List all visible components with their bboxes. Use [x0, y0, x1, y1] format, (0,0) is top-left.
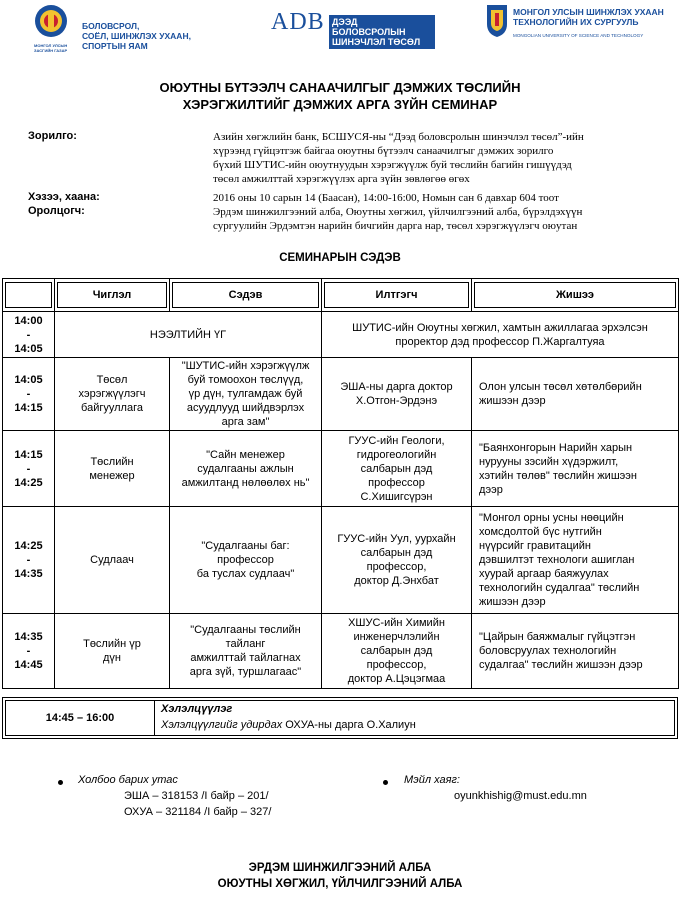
time-cell: 14:05 - 14:15: [3, 358, 55, 431]
state-emblem-icon: [34, 4, 68, 44]
speaker-cell: ЭША-ны дарга доктор Х.Отгон-Эрдэнэ: [322, 358, 472, 431]
table-row: [3, 507, 679, 614]
title-line-1: ОЮУТНЫ БҮТЭЭЛЧ САНААЧИЛГЫГ ДЭМЖИХ ТӨСЛИЙН: [159, 80, 521, 95]
phone-label: Холбоо барих утас: [78, 774, 178, 786]
example-cell: "Цайрын баяжмалыг гүйцэтгэн боловсруулах технологийн судалгаа" төслийн жишээн дээр: [472, 614, 679, 689]
table-row: [3, 358, 679, 431]
time-cell: 14:25 - 14:35: [3, 507, 55, 614]
university-name-en: MONGOLIAN UNIVERSITY OF SCIENCE AND TECHNOLOGY: [513, 33, 644, 38]
adb-logo: [271, 4, 433, 47]
opening-topic: НЭЭЛТИЙН ҮГ: [55, 312, 322, 358]
speaker-cell: ГУУС-ийн Уул, уурхайн салбарын дэд профессор, доктор Д.Энхбат: [322, 507, 472, 614]
time-cell: 14:00 - 14:05: [3, 312, 55, 358]
ministry-name: БОЛОВСРОЛ, СОЁЛ, ШИНЖЛЭХ УХААН, СПОРТЫН ЯАМ: [82, 21, 191, 51]
direction-cell: Судлаач: [55, 507, 170, 614]
phone-line-2: ОХУА – 321184 /I байр – 327/: [124, 806, 272, 818]
discussion-box: [2, 697, 678, 739]
email-value[interactable]: oyunkhishig@must.edu.mn: [454, 790, 587, 802]
table-header-row: [3, 279, 679, 312]
direction-cell: Төслийн үр дүн: [55, 614, 170, 689]
discussion-time: 14:45 – 16:00: [6, 701, 155, 735]
direction-cell: Төслийн менежер: [55, 431, 170, 507]
discussion-moderator: Хэлэлцүүлгийг удирдах ОХУА-ны дарга О.Халиун: [161, 719, 416, 731]
participants-text: Эрдэм шинжилгээний алба, Оюутны хөгжил, үйлчилгээний алба, бүрэлдэхүүн сургуулийн Эрдэмтэн нарийн бичгийн дарга нар, төсөл хэрэгжүүлэгч оюутан: [213, 206, 583, 232]
when-text: 2016 оны 10 сарын 14 (Баасан), 14:00-16:00, Номын сан 6 давхар 604 тоот: [213, 192, 559, 204]
table-row: [3, 614, 679, 689]
bullet-icon: [383, 780, 388, 785]
participants-label: Оролцогч:: [28, 205, 85, 217]
university-name: МОНГОЛ УЛСЫН ШИНЖЛЭХ УХААН ТЕХНОЛОГИЙН ИХ СУРГУУЛЬ: [513, 7, 664, 27]
table-row: [3, 312, 679, 358]
adb-mark: ADB: [271, 9, 325, 35]
university-shield-icon: [486, 4, 508, 38]
bullet-icon: [58, 780, 63, 785]
example-cell: Олон улсын төсөл хөтөлбөрийн жишээн дээр: [472, 358, 679, 431]
header-cell-speaker: Илтгэгч: [324, 282, 469, 308]
goal-text: Азийн хөгжлийн банк, БСШУСЯ-ны “Дээд боловсролын шинэчлэл төсөл”-ийн хүрээнд гүйцэтгэж байгаа оюутны бүтээлч санаачилгыг дэмжих зорилго бүхий ШУТИС-ийн оюутнуудын хэрэгжүүлж буй төслийн багийн гишүүдэд төсөл амжилттай хэрэгжүүлэх арга зүйн зөвлөгөө өгөх: [213, 131, 584, 185]
must-logo: [486, 4, 676, 44]
header-cell-direction: Чиглэл: [57, 282, 167, 308]
speaker-cell: ХШУС-ийн Химийн инженерчлэлийн салбарын дэд профессор, доктор А.Цэцэгмаа: [322, 614, 472, 689]
footer-line-2: ОЮУТНЫ ХӨГЖИЛ, ҮЙЛЧИЛГЭЭНИЙ АЛБА: [217, 878, 463, 890]
email-label: Мэйл хаяг:: [404, 774, 460, 786]
example-cell: "Баянхонгорын Нарийн харын нурууны зэсийн хүдэржилт, хэтийн төлөв" төслийн жишээн дээр: [472, 431, 679, 507]
schedule-table: [2, 278, 679, 689]
phone-line-1: ЭША – 318153 /I байр – 201/: [124, 790, 269, 802]
speaker-cell: ГУУС-ийн Геологи, гидрогеологийн салбарын дэд профессор С.Хишигсүрэн: [322, 431, 472, 507]
adb-project-name: ДЭЭД БОЛОВСРОЛЫН ШИНЭЧЛЭЛ ТӨСӨЛ: [329, 15, 435, 49]
discussion-label: Хэлэлцүүлэг: [161, 703, 233, 715]
topic-cell: "Судалгааны баг: профессор ба туслах судлаач": [170, 507, 322, 614]
table-row: [3, 431, 679, 507]
header-cell-example: Жишээ: [474, 282, 676, 308]
header-cell-time: [5, 282, 52, 308]
time-cell: 14:35 - 14:45: [3, 614, 55, 689]
section-title: СЕМИНАРЫН СЭДЭВ: [279, 252, 401, 264]
when-label: Хэзээ, хаана:: [28, 191, 100, 203]
topic-cell: "Сайн менежер судалгааны ажлын амжилтанд нөлөөлөх нь": [170, 431, 322, 507]
topic-cell: "ШУТИС-ийн хэрэгжүүлж буй томоохон төслүүд, үр дүн, тулгамдаж буй асуудлууд шийдвэрлэх арга зам": [170, 358, 322, 431]
opening-speaker: ШУТИС-ийн Оюутны хөгжил, хамтын ажиллагаа эрхэлсэн проректор дэд профессор П.Жаргалтуяа: [322, 312, 679, 358]
footer-line-1: ЭРДЭМ ШИНЖИЛГЭЭНИЙ АЛБА: [248, 862, 432, 874]
header-cell-topic: Сэдэв: [172, 282, 319, 308]
topic-cell: "Судалгааны төслийн тайланг амжилттай тайлагнах арга зүй, туршлагаас": [170, 614, 322, 689]
goal-label: Зорилго:: [28, 130, 77, 142]
government-label: МОНГОЛ УЛСЫН ЗАСГИЙН ГАЗАР: [34, 43, 68, 53]
time-cell: 14:15 - 14:25: [3, 431, 55, 507]
direction-cell: Төсөл хэрэгжүүлэгч байгууллага: [55, 358, 170, 431]
ministry-logo: [34, 4, 214, 52]
example-cell: "Монгол орны усны нөөцийн хомсдолтой бүс нутгийн нүүрсийг гравитацийн дэвшилтэт технологи ашиглан хуурай аргаар баяжуулах технологийн судалгаа" төслийн жишээн дээр: [472, 507, 679, 614]
title-line-2: ХЭРЭГЖИЛТИЙГ ДЭМЖИХ АРГА ЗҮЙН СЕМИНАР: [182, 97, 498, 112]
